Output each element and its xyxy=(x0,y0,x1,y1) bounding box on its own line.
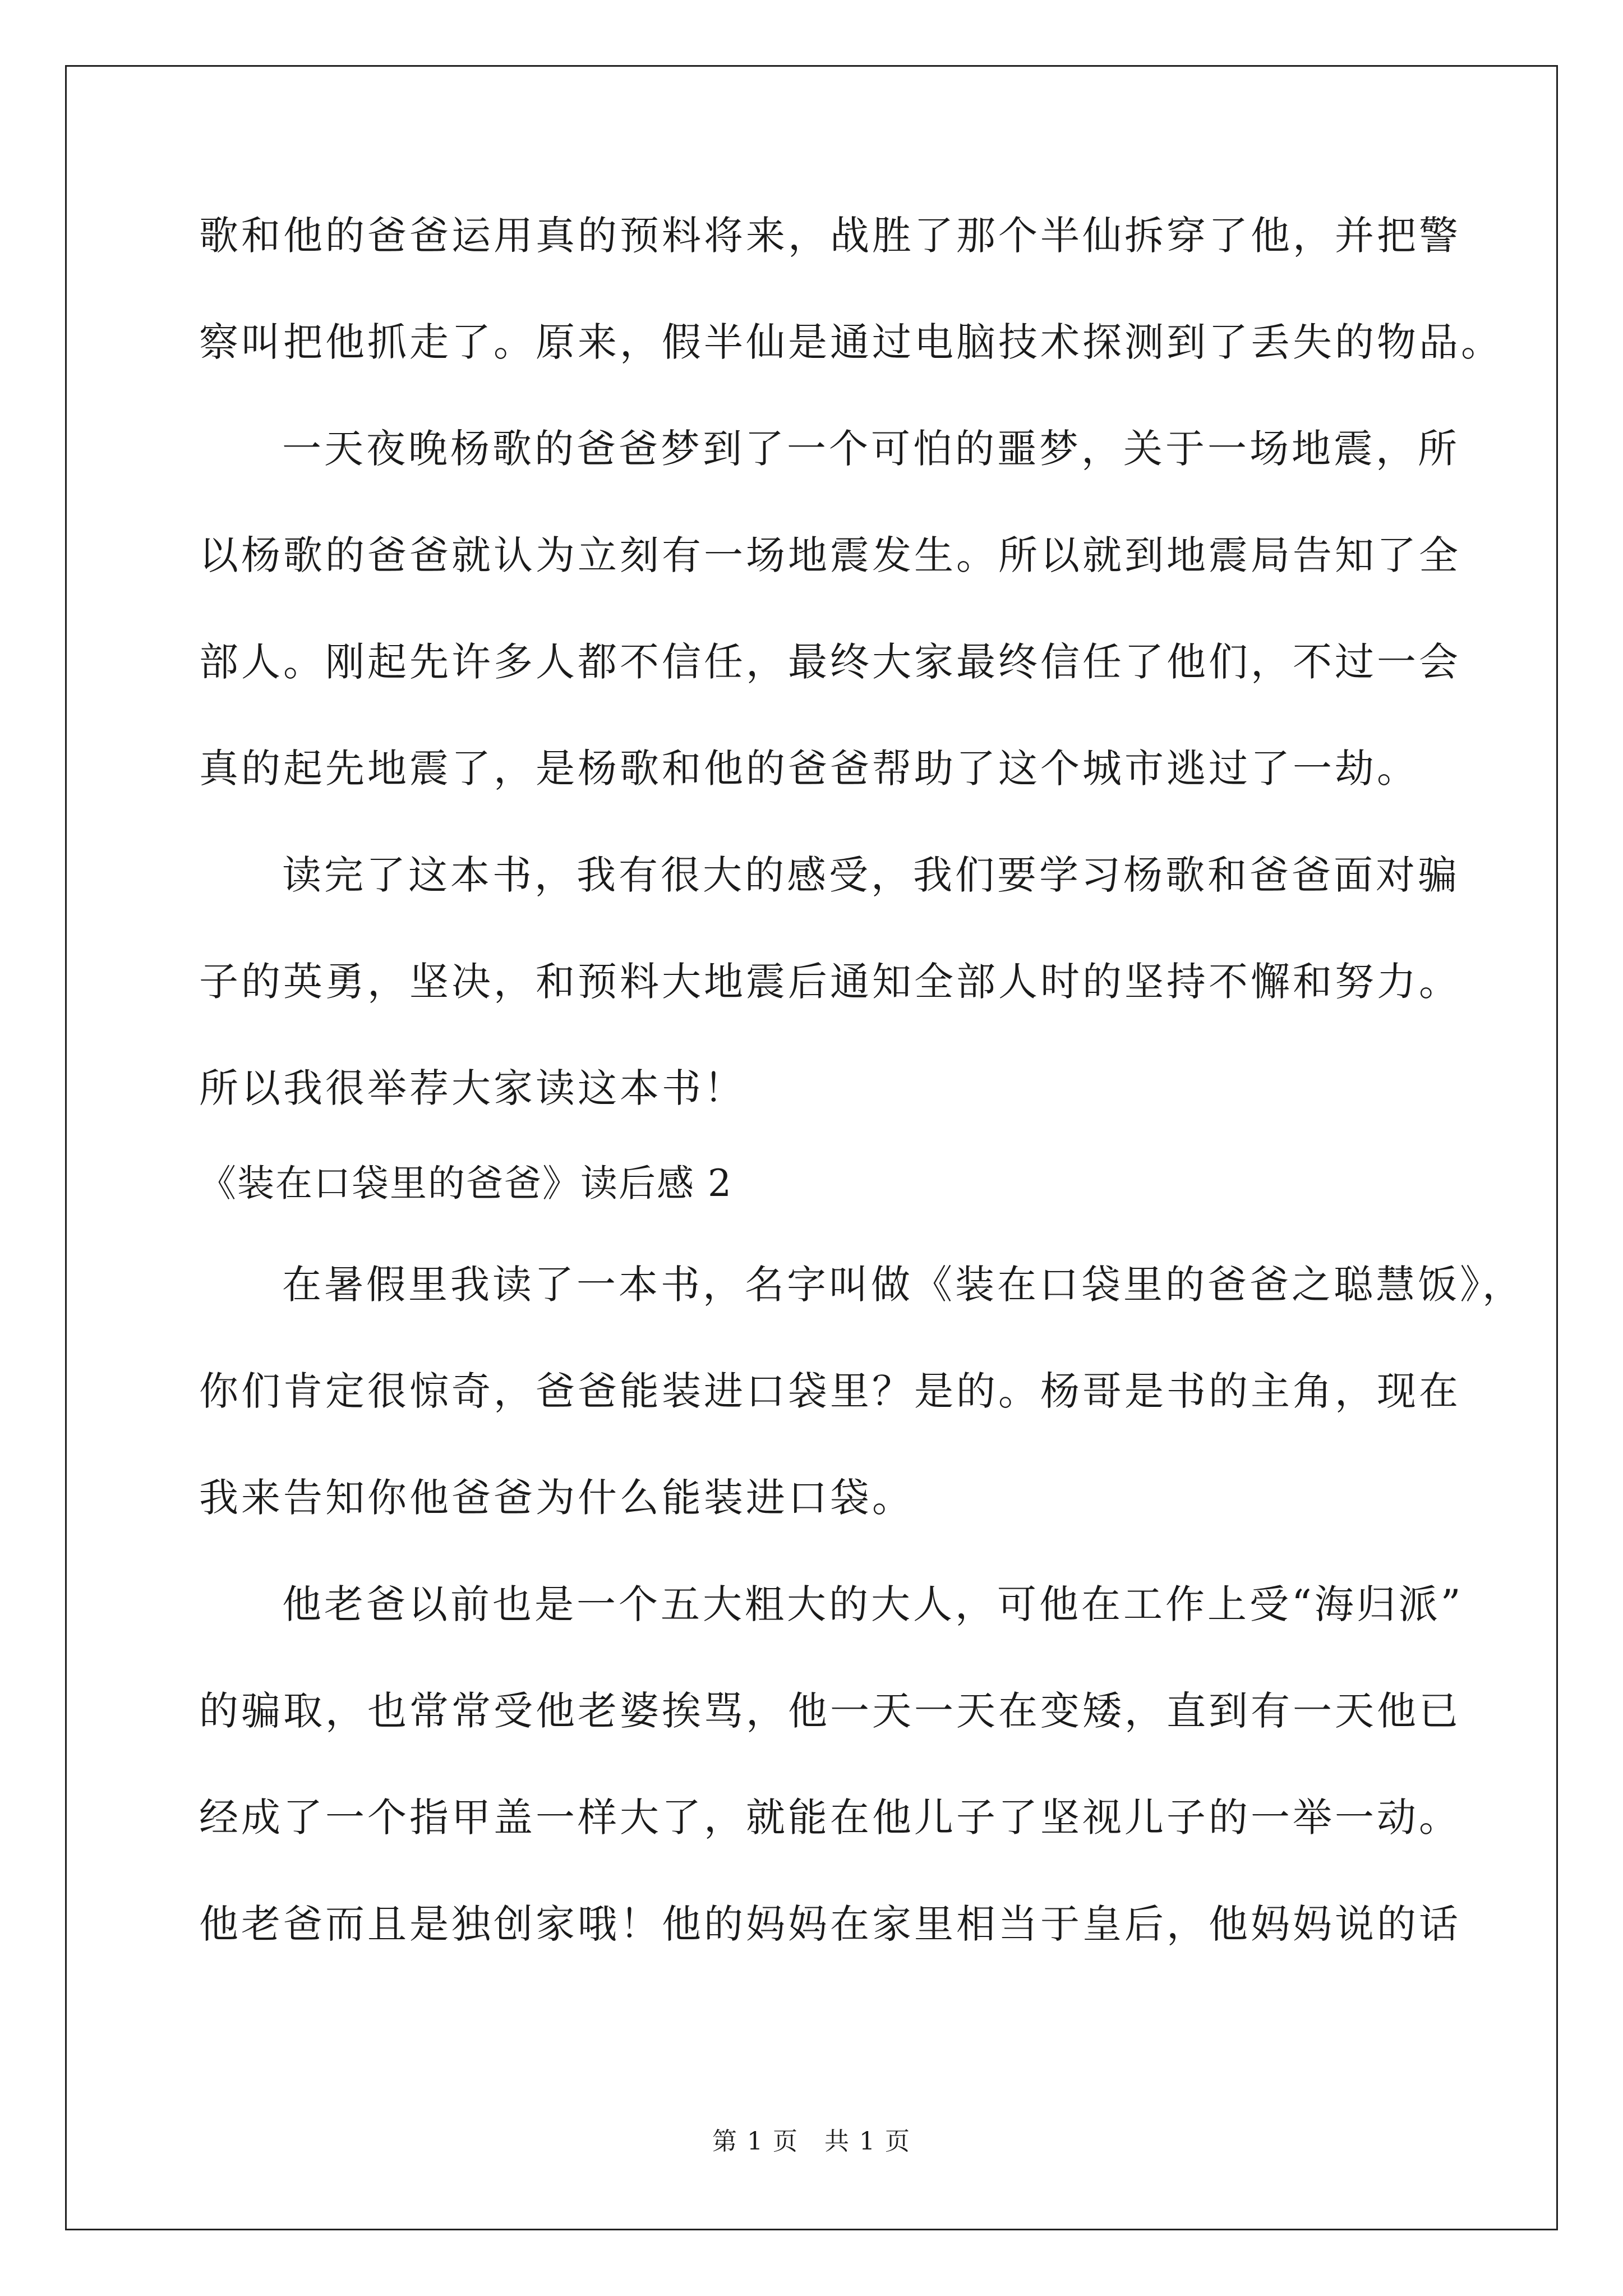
paragraph-line: 他老爸而且是独创家哦！他的妈妈在家里相当于皇后，他妈妈说的话 xyxy=(199,1901,1461,1947)
paragraph-line: 以杨歌的爸爸就认为立刻有一场地震发生。所以就到地震局告知了全 xyxy=(199,532,1461,578)
paragraph-line: 子的英勇，坚决，和预料大地震后通知全部人时的坚持不懈和努力。 xyxy=(199,959,1461,1005)
paragraph-line: 读完了这本书，我有很大的感受，我们要学习杨歌和爸爸面对骗 xyxy=(282,852,1460,898)
paragraph-line: 部人。刚起先许多人都不信任，最终大家最终信任了他们，不过一会 xyxy=(199,639,1461,685)
paragraph-line: 经成了一个指甲盖一样大了，就能在他儿子了坚视儿子的一举一动。 xyxy=(199,1795,1461,1841)
paragraph-line: 在暑假里我读了一本书，名字叫做《装在口袋里的爸爸之聪慧饭》， xyxy=(282,1262,1524,1308)
paragraph-line: 一天夜晚杨歌的爸爸梦到了一个可怕的噩梦，关于一场地震，所 xyxy=(282,426,1460,472)
paragraph-line: 我来告知你他爸爸为什么能装进口袋。 xyxy=(199,1475,914,1521)
section-heading: 《装在口袋里的爸爸》读后感 2 xyxy=(199,1162,732,1205)
paragraph-line: 的骗取，也常常受他老婆挨骂，他一天一天在变矮，直到有一天他已 xyxy=(199,1688,1461,1734)
paragraph-line: 真的起先地震了，是杨歌和他的爸爸帮助了这个城市逃过了一劫。 xyxy=(199,746,1419,792)
paragraph-line: 察叫把他抓走了。原来，假半仙是通过电脑技术探测到了丢失的物品。 xyxy=(199,319,1503,365)
page-number-footer: 第 1 页 共 1 页 xyxy=(712,2127,911,2156)
paragraph-line: 你们肯定很惊奇，爸爸能装进口袋里？是的。杨哥是书的主角，现在 xyxy=(199,1368,1461,1414)
paragraph-line: 所以我很举荐大家读这本书！ xyxy=(199,1065,746,1111)
paragraph-line: 他老爸以前也是一个五大粗大的大人，可他在工作上受“海归派” xyxy=(282,1581,1464,1627)
paragraph-line: 歌和他的爸爸运用真的预料将来，战胜了那个半仙拆穿了他，并把警 xyxy=(199,213,1461,259)
